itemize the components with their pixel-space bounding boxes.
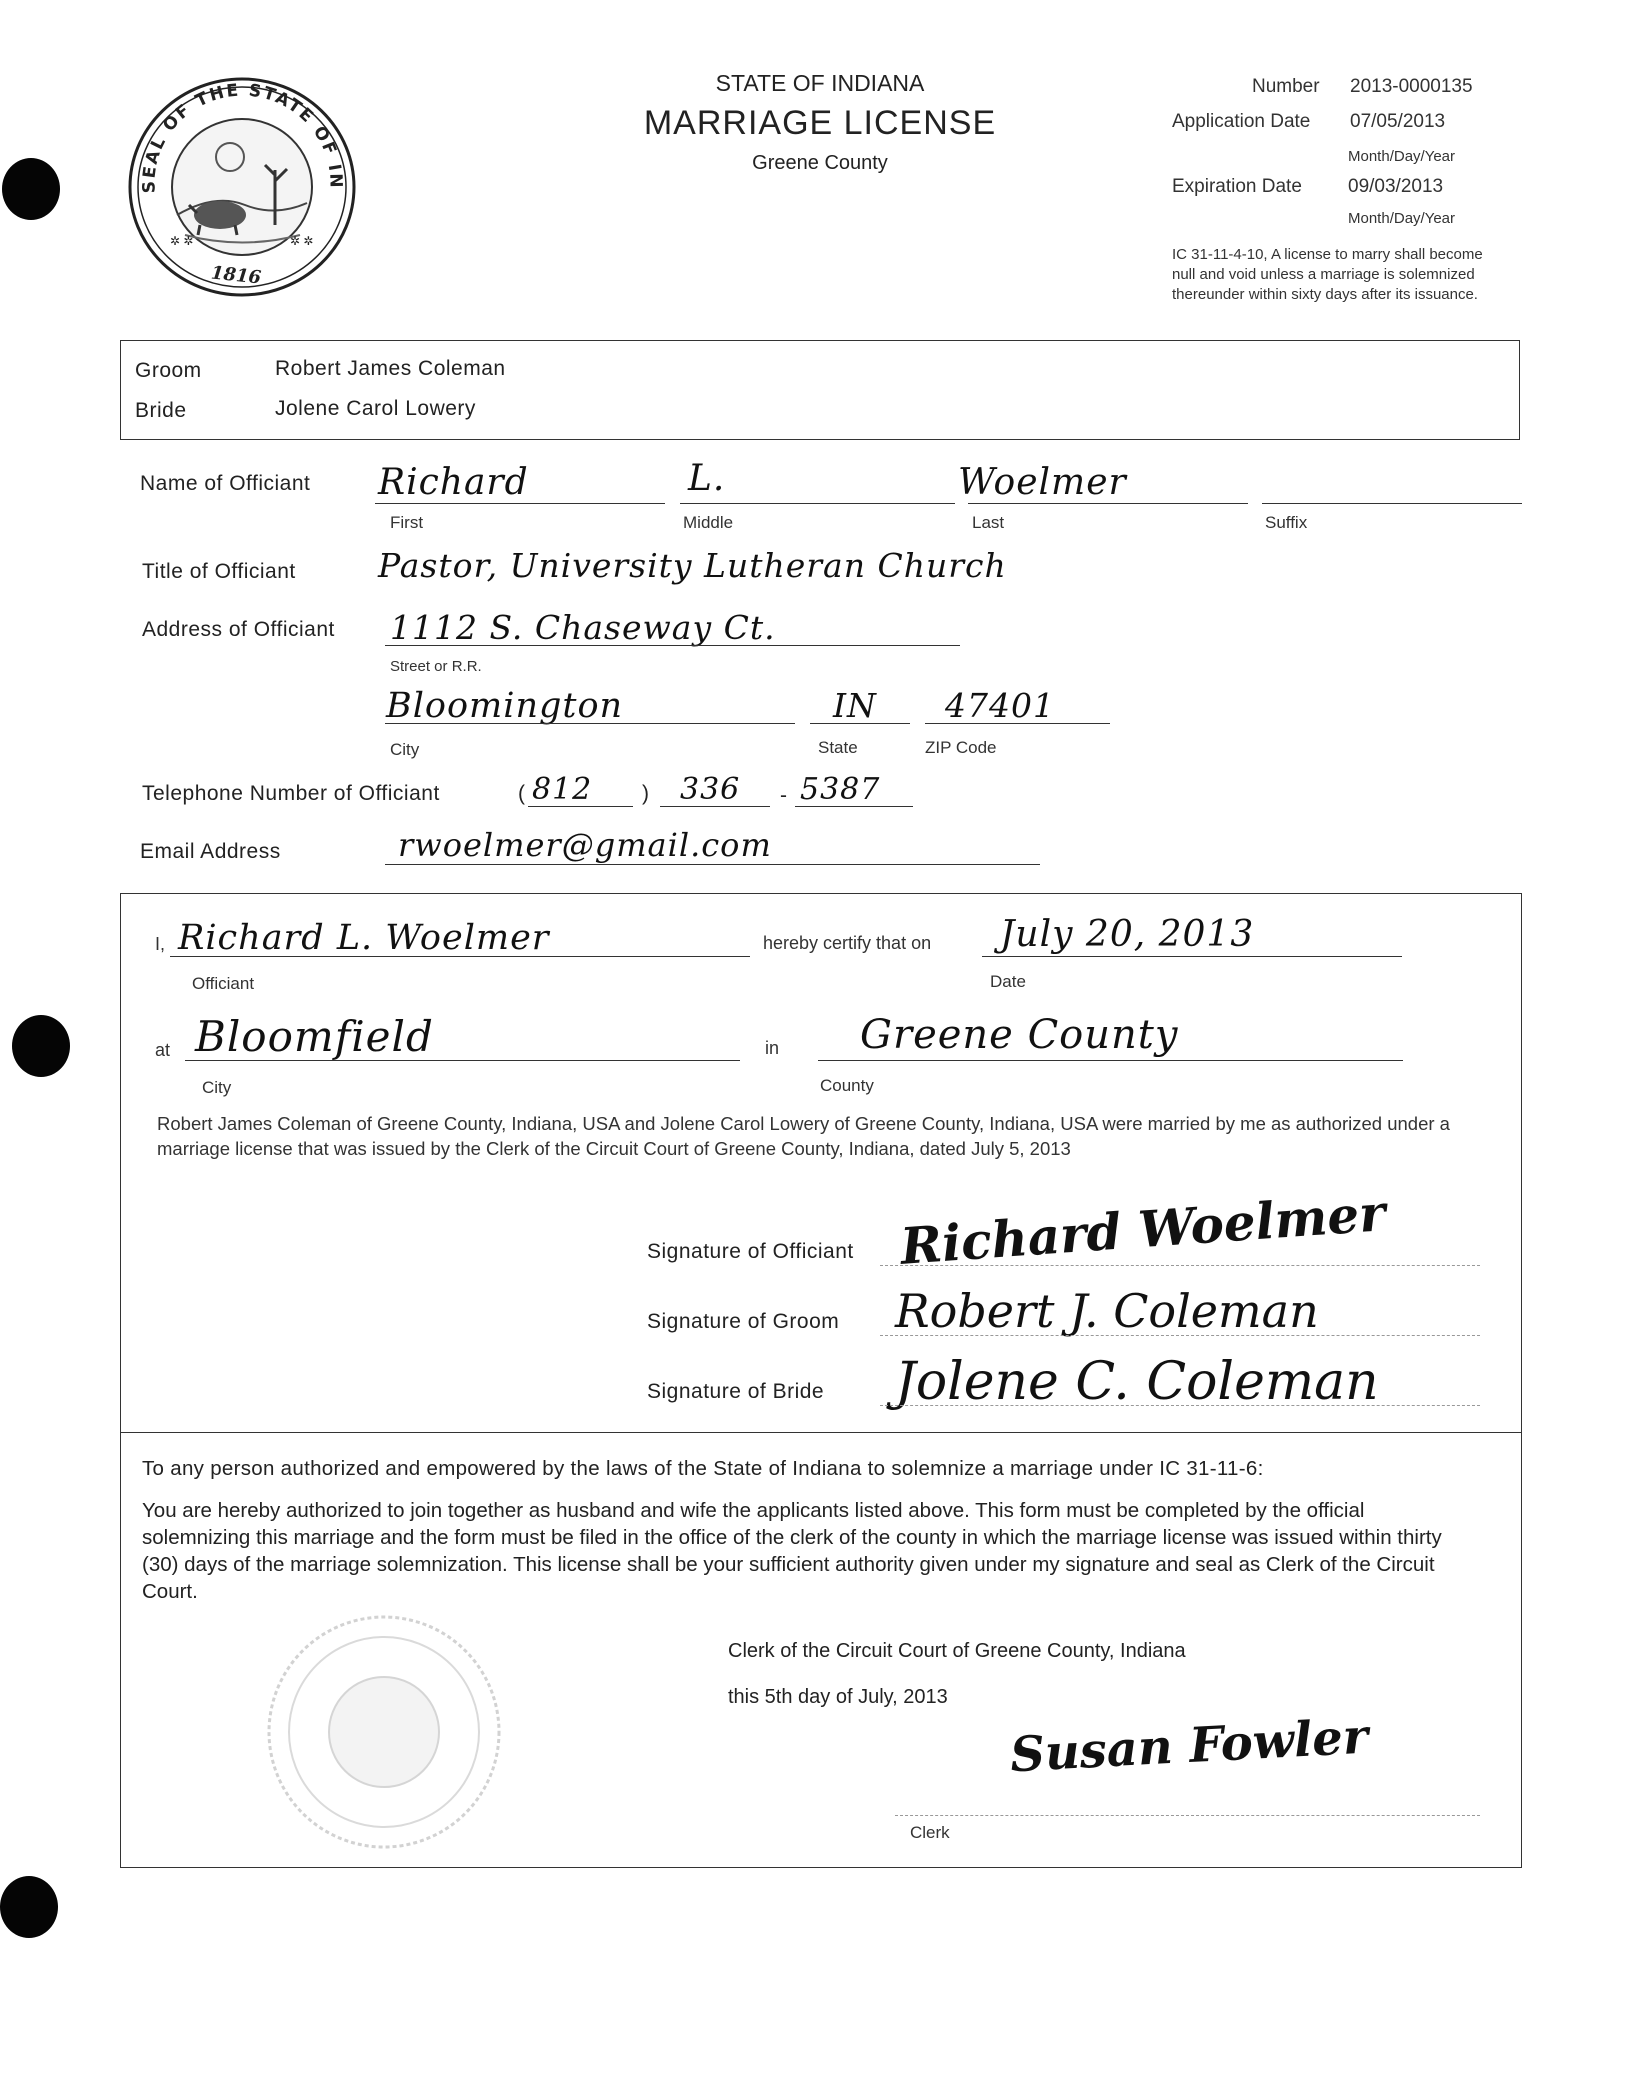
authorization-intro: To any person authorized and empowered by the laws of the State of Indiana to solemnize a marriage under IC 31-11-6: [142,1457,1264,1480]
groom-name: Robert James Coleman [275,357,506,380]
issued-day: this 5th day of July, 2013 [728,1686,948,1708]
middle-label: Middle [683,513,734,532]
phone-area-code: 812 [532,772,593,807]
officiant-email: rwoelmer@gmail.com [398,826,772,864]
clerk-title: Clerk of the Circuit Court of Greene County, Indiana [728,1640,1186,1662]
state-line [810,723,910,724]
phone-paren-close: ) [642,782,650,805]
seal-year: 1816 [210,262,263,289]
expiration-date: 09/03/2013 [1348,176,1444,197]
officiant-email-label: Email Address [140,840,281,863]
cert-city-line [185,1060,740,1061]
header-title: MARRIAGE LICENSE [643,104,997,142]
cert-at-label: at [155,1040,171,1060]
street-label: Street or R.R. [390,658,482,675]
cert-county-line [818,1060,1403,1061]
court-seal-watermark [262,1610,507,1855]
punch-hole-middle [12,1015,70,1077]
officiant-phone-label: Telephone Number of Officiant [142,782,440,805]
phone-prefix: 336 [680,772,741,807]
statute-note: IC 31-11-4-10, A license to marry shall become null and void unless a marriage is solemnized thereunder within sixty days after its issuance. [1172,246,1483,303]
cert-city: Bloomfield [195,1012,434,1061]
officiant-address-label: Address of Officiant [142,618,335,641]
groom-label: Groom [135,359,202,382]
authorization-body: You are hereby authorized to join together as husband and wife the applicants listed above. This form must be completed by the official solemnizing this marriage and the form must be filed in the office of the clerk of the county in which the marriage license was issued within thirty (30) days of the marriage solemnization. This license shall be your sufficient authority given under my signature and seal as Clerk of the Circuit Court. [142,1499,1442,1603]
zip-line [925,723,1110,724]
cert-in-label: in [765,1038,780,1058]
cert-officiant-label: Officiant [192,974,255,993]
officiant-title-label: Title of Officiant [142,560,296,583]
officiant-city: Bloomington [386,686,624,726]
authorization-divider [120,1432,1522,1433]
officiant-state: IN [833,686,877,725]
officiant-zip: 47401 [945,686,1055,725]
state-seal [125,75,360,300]
officiant-first-name: Richard [378,462,529,503]
officiant-name-label: Name of Officiant [140,472,311,495]
officiant-last-name: Woelmer [958,462,1127,503]
phone-area-line [528,806,633,807]
cert-city-label: City [202,1078,232,1097]
license-number: 2013-0000135 [1350,76,1473,97]
phone-line-number: 5387 [800,772,881,807]
cert-date: July 20, 2013 [1000,914,1255,955]
cert-county: Greene County [860,1012,1179,1058]
middle-name-line [680,503,955,504]
cert-date-line [982,956,1402,957]
sig-groom-label: Signature of Groom [647,1310,840,1333]
application-date: 07/05/2013 [1350,111,1446,132]
application-date-format: Month/Day/Year [1348,148,1456,165]
last-label: Last [972,513,1005,532]
bride-name: Jolene Carol Lowery [275,397,476,420]
officiant-street: 1112 S. Chaseway Ct. [390,608,776,647]
first-name-line [375,503,665,504]
sig-officiant: Richard Woelmer [898,1183,1388,1276]
cert-certify-text: hereby certify that on [763,933,932,953]
cert-officiant-name: Richard L. Woelmer [178,918,550,958]
cert-county-label: County [820,1076,874,1095]
sig-bride-label: Signature of Bride [647,1380,825,1403]
expiration-date-label: Expiration Date [1172,176,1302,197]
application-date-label: Application Date [1172,111,1311,132]
cert-i-label: I, [155,934,166,954]
clerk-signature-line [895,1815,1480,1816]
sig-officiant-label: Signature of Officiant [647,1240,854,1263]
sig-groom: Robert J. Coleman [895,1284,1319,1338]
suffix-label: Suffix [1265,513,1308,532]
email-line [385,864,1040,865]
officiant-title: Pastor, University Lutheran Church [378,546,1007,585]
first-label: First [390,513,424,532]
cert-statement: Robert James Coleman of Greene County, Indiana, USA and Jolene Carol Lowery of Greene County, Indiana, USA were married by me as authorized under a marriage license that was issued by the Clerk of the Circuit Court of Greene County, Indiana, dated July 5, 2013 [157,1113,1450,1159]
couple-box [120,340,1520,440]
header-state: STATE OF INDIANA [715,70,925,96]
punch-hole-bottom [0,1876,58,1938]
header-county: Greene County [752,152,888,174]
clerk-signature: Susan Fowler [1008,1708,1370,1784]
sig-groom-line [880,1335,1480,1336]
phone-prefix-line [660,806,770,807]
svg-text:✲ ✲: ✲ ✲ [290,234,314,248]
state-label: State [818,738,858,757]
suffix-line [1262,503,1522,504]
city-label: City [390,740,420,759]
phone-paren-open: ( [518,782,526,805]
zip-label: ZIP Code [925,738,997,757]
sig-bride: Jolene C. Coleman [895,1352,1379,1412]
clerk-label: Clerk [910,1823,950,1842]
sig-officiant-line [880,1265,1480,1266]
city-line [385,723,795,724]
sig-bride-line [880,1405,1480,1406]
seal-text: SEAL OF THE STATE OF IN [139,80,346,194]
bride-label: Bride [135,399,187,422]
cert-date-label: Date [990,972,1026,991]
svg-text:✲ ✲: ✲ ✲ [170,234,194,248]
phone-line-underline [795,806,913,807]
number-label: Number [1252,76,1320,97]
punch-hole-top [2,158,60,220]
street-line [385,645,960,646]
officiant-middle-name: L. [688,458,726,499]
cert-officiant-line [170,956,750,957]
last-name-line [968,503,1248,504]
expiration-date-format: Month/Day/Year [1348,210,1456,227]
phone-dash: - [780,784,788,807]
